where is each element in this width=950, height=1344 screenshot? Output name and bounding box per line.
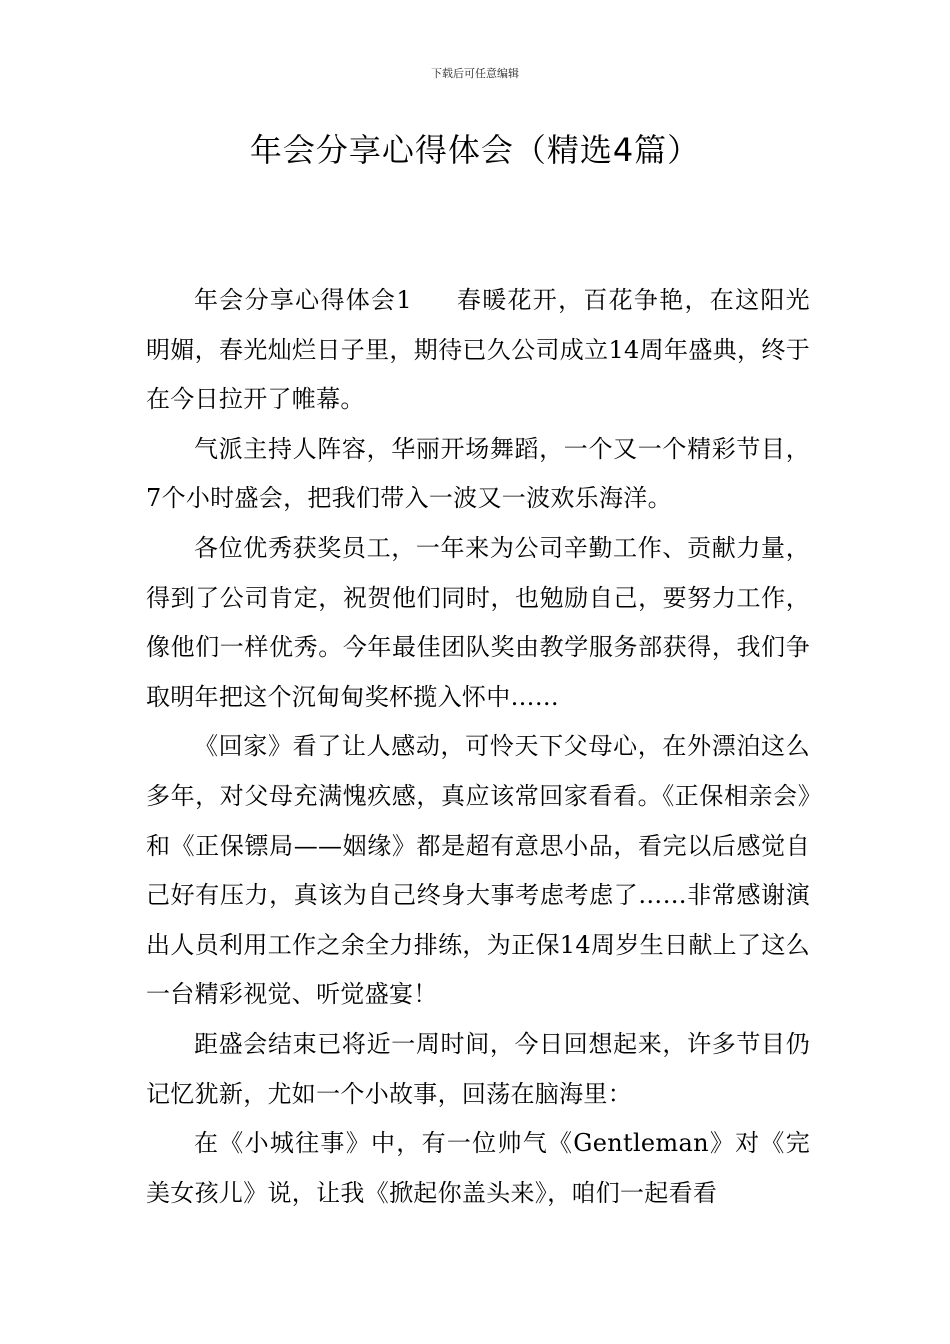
document-title: 年会分享心得体会（精选4篇） bbox=[249, 131, 701, 169]
paragraph: 气派主持人阵容，华丽开场舞蹈，一个又一个精彩节目，7个小时盛会，把我们带入一波又一波欢乐海洋。 bbox=[146, 434, 810, 513]
header-note: 下载后可任意编辑 bbox=[431, 67, 519, 80]
section-label: 年会分享心得体会1 bbox=[194, 286, 412, 314]
paragraph: 在《小城往事》中，有一位帅气《Gentleman》对《完美女孩儿》说，让我《掀起你盖头来》，咱们一起看看 bbox=[146, 1129, 810, 1207]
intro-text: 春暖花开，百花争艳，在这阳光明媚，春光灿烂日子里，期待已久公司成立14周年盛典，终于在今日拉开了帷幕。 bbox=[146, 286, 810, 414]
paragraph: 各位优秀获奖员工，一年来为公司辛勤工作、贡献力量，得到了公司肯定，祝贺他们同时，也勉励自己，要努力工作，像他们一样优秀。今年最佳团队奖由教学服务部获得，我们争取明年把这个沉甸甸奖杯揽入怀中…… bbox=[146, 533, 810, 711]
paragraph: 《回家》看了让人感动，可怜天下父母心，在外漂泊这么多年，对父母充满愧疚感，真应该常回家看看。《正保相亲会》和《正保镖局——姻缘》都是超有意思小品，看完以后感觉自己好有压力，真该为自己终身大事考虑考虑了……非常感谢演出人员利用工作之余全力排练，为正保14周岁生日献上了这么一台精彩视觉、听觉盛宴！ bbox=[146, 732, 810, 1009]
intro-paragraph bbox=[146, 276, 810, 425]
paragraph: 距盛会结束已将近一周时间，今日回想起来，许多节目仍记忆犹新，尤如一个小故事，回荡在脑海里： bbox=[146, 1029, 810, 1108]
document-body bbox=[146, 276, 810, 1218]
